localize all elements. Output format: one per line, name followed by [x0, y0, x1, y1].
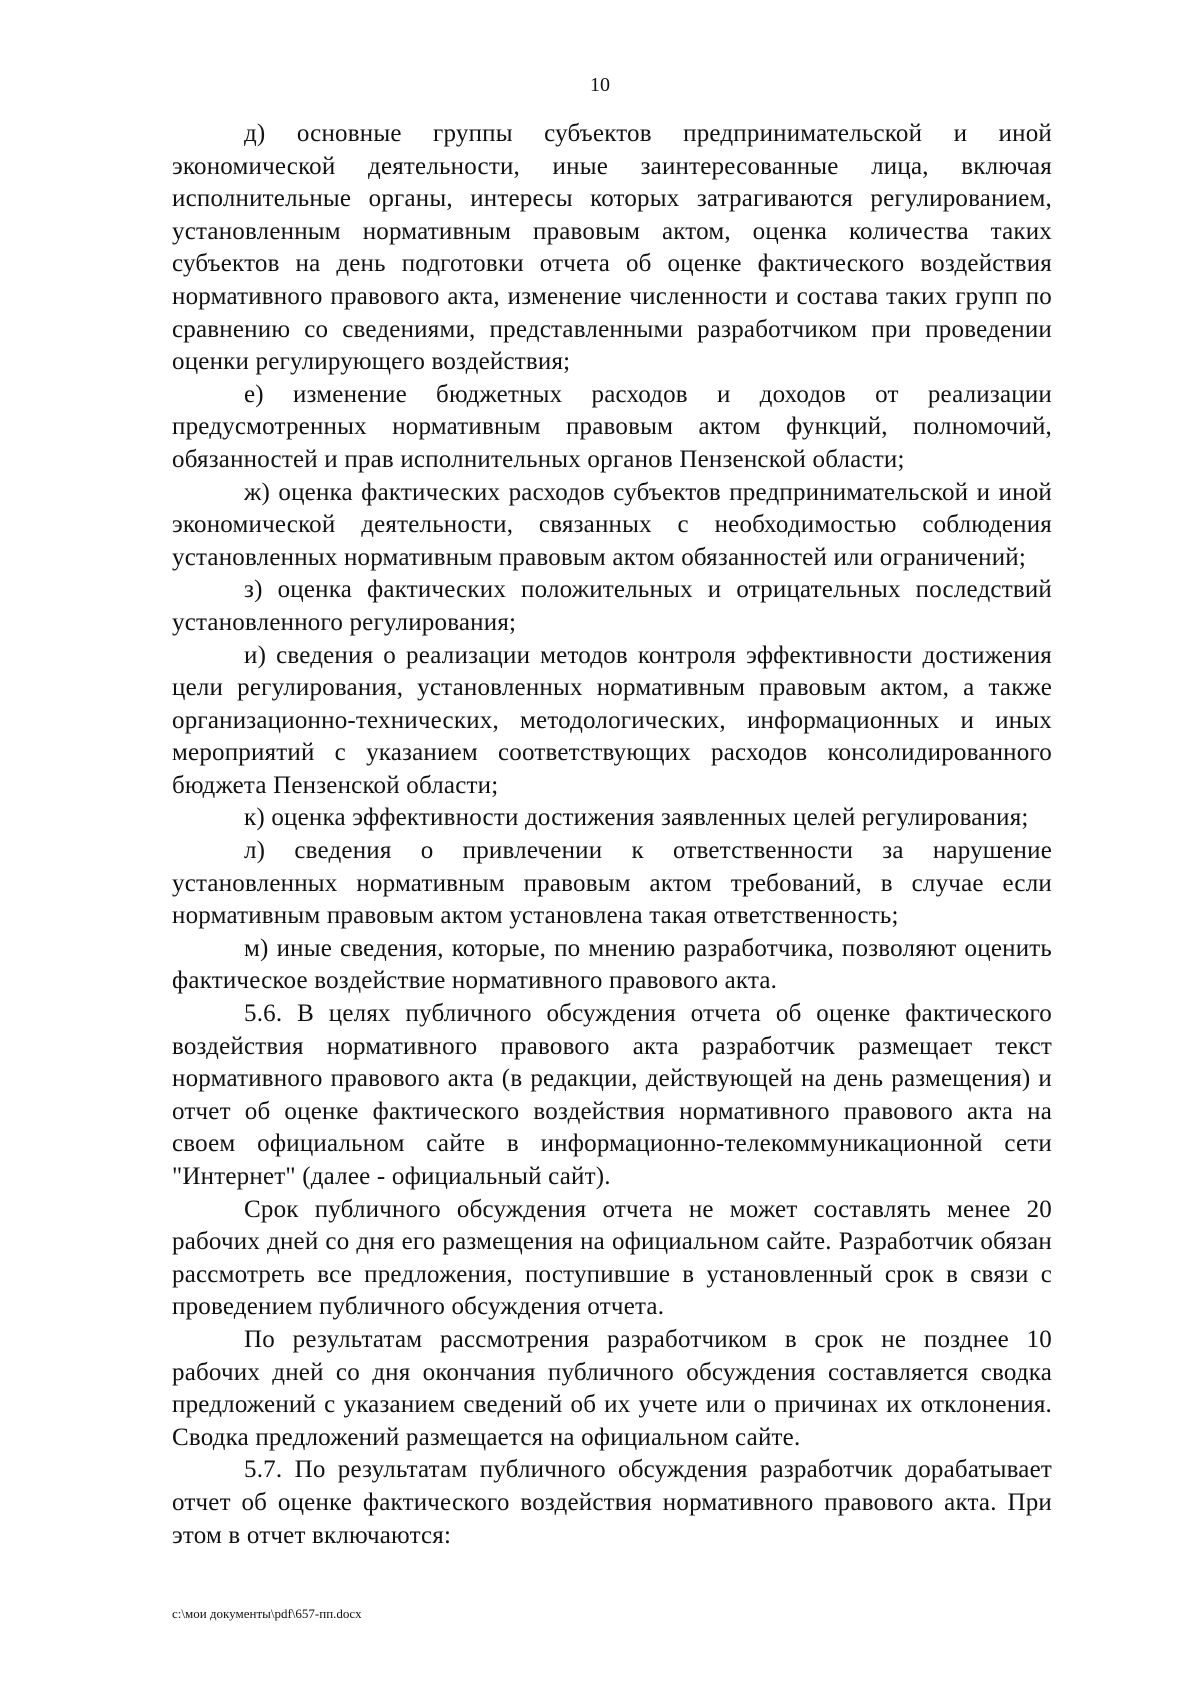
- paragraph-zh: ж) оценка фактических расходов субъектов предпринимательской и иной экономической деятельности, связанных с необходимостью соблюдения установленных нормативным правовым актом обязанностей или ограничений;: [172, 478, 1052, 571]
- paragraph-m: м) иные сведения, которые, по мнению разработчика, позволяют оценить фактическое воздействие нормативного правового акта.: [172, 934, 1052, 995]
- paragraph-l: л) сведения о привлечении к ответственности за нарушение установленных нормативным правовым актом требований, в случае если нормативным правовым актом установлена такая ответственность;: [172, 837, 1052, 930]
- footer-file-path: c:\мои документы\pdf\657-пп.docx: [172, 1606, 362, 1621]
- paragraph-5-6: 5.6. В целях публичного обсуждения отчета об оценке фактического воздействия нормативного правового акта разработчик размещает текст нормативного правового акта (в редакции, действующей на день размещения) и отчет об оценке фактического воздействия нормативного правового акта на своем официальном сайте в информационно-телекоммуникационной сети "Интернет" (далее - официальный сайт).: [172, 1000, 1052, 1190]
- page-number: 10: [590, 74, 610, 96]
- paragraph-d: д) основные группы субъектов предпринимательской и иной экономической деятельности, иные заинтересованные лица, включая исполнительные органы, интересы которых затрагиваются регулированием, установленным нормативным правовым актом, оценка количества таких субъектов на день подготовки отчета об оценке фактического воздействия нормативного правового акта, изменение численности и состава таких групп по сравнению со сведениями, представленными разработчиком при проведении оценки регулирующего воздействия;: [172, 120, 1052, 376]
- document-body: [172, 118, 1052, 1552]
- paragraph-z: з) оценка фактических положительных и отрицательных последствий установленного регулирования;: [172, 576, 1052, 636]
- paragraph-e: е) изменение бюджетных расходов и доходов от реализации предусмотренных нормативным правовым актом функций, полномочий, обязанностей и прав исполнительных органов Пензенской области;: [172, 380, 1052, 473]
- paragraph-k: к) оценка эффективности достижения заявленных целей регулирования;: [244, 804, 1029, 832]
- paragraph-5-7: 5.7. По результатам публичного обсуждения разработчик дорабатывает отчет об оценке фактического воздействия нормативного правового акта. При этом в отчет включаются:: [172, 1456, 1052, 1549]
- paragraph-discussion-term: Срок публичного обсуждения отчета не может составлять менее 20 рабочих дней со дня его размещения на официальном сайте. Разработчик обязан рассмотреть все предложения, поступившие в установленный срок в связи с проведением публичного обсуждения отчета.: [172, 1195, 1052, 1321]
- paragraph-i: и) сведения о реализации методов контроля эффективности достижения цели регулирования, установленных нормативным правовым актом, а также организационно-технических, методологических, информационных и иных мероприятий с указанием соответствующих расходов консолидированного бюджета Пензенской области;: [172, 641, 1052, 799]
- paragraph-summary: По результатам рассмотрения разработчиком в срок не позднее 10 рабочих дней со дня окончания публичного обсуждения составляется сводка предложений с указанием сведений об их учете или о причинах их отклонения. Сводка предложений размещается на официальном сайте.: [172, 1325, 1052, 1451]
